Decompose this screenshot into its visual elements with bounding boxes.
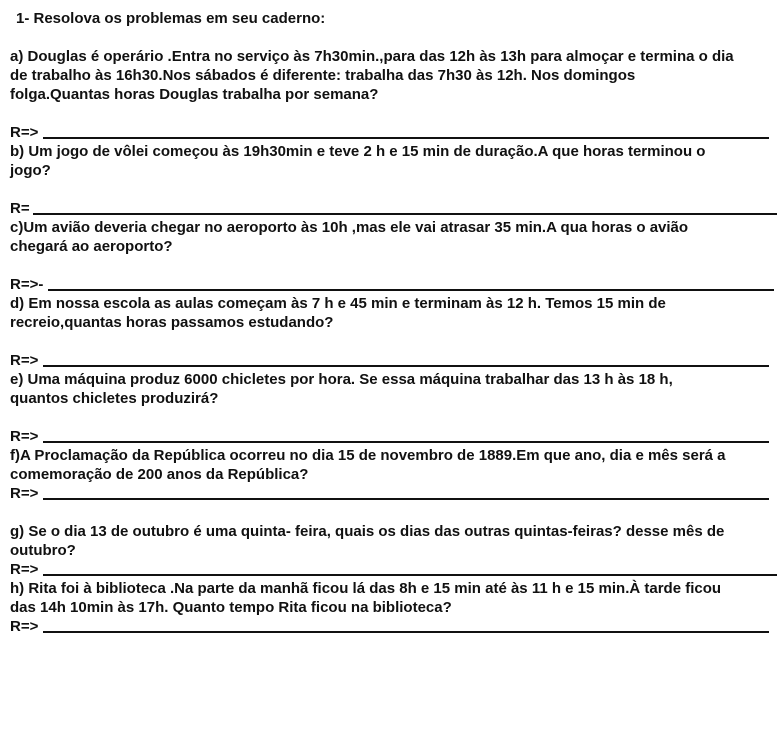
answer-a[interactable] — [10, 124, 38, 142]
answer-f-prefix: R=> — [10, 485, 39, 502]
question-e-line-1: e) Uma máquina produz 6000 chicletes por hora. Se essa máquina trabalhar das 13 h às 18 h, — [10, 371, 673, 388]
question-f-line-1: f)A Proclamação da República ocorreu no dia 15 de novembro de 1889.Em que ano, dia e mês será a — [10, 447, 726, 464]
question-a-line-3: folga.Quantas horas Douglas trabalha por semana? — [10, 86, 379, 103]
question-h-line-2: das 14h 10min às 17h. Quanto tempo Rita ficou na biblioteca? — [10, 599, 452, 616]
answer-b-line — [33, 213, 777, 215]
question-b-line-2: jogo? — [10, 162, 51, 179]
answer-e-line — [43, 441, 769, 443]
question-b-line-1: b) Um jogo de vôlei começou às 19h30min e teve 2 h e 15 min de duração.A que horas terminou o — [10, 143, 706, 160]
answer-h-line — [43, 631, 769, 633]
answer-f[interactable] — [10, 485, 38, 503]
answer-a-prefix: R=> — [10, 124, 39, 141]
question-g-line-2: outubro? — [10, 542, 76, 559]
answer-c-prefix: R=>- — [10, 276, 44, 293]
question-d-line-2: recreio,quantas horas passamos estudando? — [10, 314, 334, 331]
answer-d-line — [43, 365, 769, 367]
question-a-line-2: de trabalho às 16h30.Nos sábados é diferente: trabalha das 7h30 às 12h. Nos domingos — [10, 67, 636, 84]
question-h-line-1: h) Rita foi à biblioteca .Na parte da manhã ficou lá das 8h e 15 min até às 11 h e 15 min.À tarde ficou — [10, 580, 722, 597]
answer-g-line — [43, 574, 777, 576]
answer-e-prefix: R=> — [10, 428, 39, 445]
answer-c[interactable] — [10, 276, 43, 294]
question-c-line-2: chegará ao aeroporto? — [10, 238, 173, 255]
answer-b-prefix: R= — [10, 200, 30, 217]
question-g-line-1: g) Se o dia 13 de outubro é uma quinta- feira, quais os dias das outras quintas-feiras? desse mês de — [10, 523, 725, 540]
answer-b[interactable] — [10, 200, 30, 218]
answer-c-line — [48, 289, 774, 291]
answer-f-line — [43, 498, 769, 500]
question-e-line-2: quantos chicletes produzirá? — [10, 390, 219, 407]
answer-a-line — [43, 137, 769, 139]
answer-g[interactable] — [10, 561, 38, 579]
answer-g-prefix: R=> — [10, 561, 39, 578]
question-a-line-1: a) Douglas é operário .Entra no serviço às 7h30min.,para das 12h às 13h para almoçar e termina o dia — [10, 48, 734, 65]
worksheet-heading: 1- Resolova os problemas em seu caderno: — [16, 10, 326, 27]
question-d-line-1: d) Em nossa escola as aulas começam às 7 h e 45 min e terminam às 12 h. Temos 15 min de — [10, 295, 666, 312]
answer-e[interactable] — [10, 428, 38, 446]
answer-h[interactable] — [10, 618, 38, 636]
answer-h-prefix: R=> — [10, 618, 39, 635]
answer-d[interactable] — [10, 352, 38, 370]
question-c-line-1: c)Um avião deveria chegar no aeroporto às 10h ,mas ele vai atrasar 35 min.A qua horas o avião — [10, 219, 689, 236]
question-f-line-2: comemoração de 200 anos da República? — [10, 466, 309, 483]
answer-d-prefix: R=> — [10, 352, 39, 369]
